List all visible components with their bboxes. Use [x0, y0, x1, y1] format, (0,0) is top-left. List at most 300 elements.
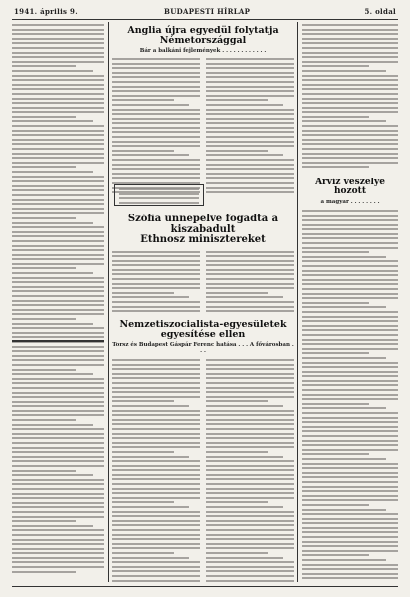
text-line	[12, 483, 104, 485]
header-date: 1941. április 9.	[14, 7, 78, 16]
text-line	[112, 529, 200, 531]
text-line	[112, 437, 200, 439]
text-line	[112, 382, 200, 384]
text-line	[302, 162, 398, 164]
text-line	[112, 104, 189, 106]
text-line	[12, 88, 104, 90]
text-line	[12, 557, 104, 559]
text-line	[12, 405, 104, 407]
text-line	[112, 469, 200, 471]
text-line	[302, 143, 398, 145]
text-line	[112, 566, 200, 568]
text-line	[112, 118, 200, 120]
text-line	[206, 251, 294, 253]
text-line	[112, 465, 200, 467]
text-line	[206, 547, 294, 549]
text-line	[12, 171, 93, 173]
text-line	[112, 377, 200, 379]
text-line	[12, 125, 104, 127]
text-line	[206, 492, 294, 494]
text-line	[112, 150, 174, 152]
text-line	[206, 109, 294, 111]
text-line	[206, 497, 294, 499]
text-line	[12, 56, 104, 58]
text-line	[206, 99, 268, 101]
text-line	[12, 277, 104, 279]
text-line	[12, 194, 104, 196]
text-line	[302, 421, 398, 423]
text-line	[12, 392, 104, 394]
text-line	[206, 474, 294, 476]
text-line	[302, 88, 398, 90]
text-line	[12, 561, 104, 563]
text-line	[12, 511, 104, 513]
text-line	[112, 561, 200, 563]
text-line	[302, 274, 398, 276]
text-line	[12, 336, 104, 338]
text-line	[206, 310, 294, 312]
text-line	[302, 440, 398, 442]
text-line	[302, 42, 398, 44]
headline: Szófia ünnepelve fogadta a kiszabadult	[127, 214, 279, 235]
text-line	[302, 215, 398, 217]
text-line	[12, 272, 93, 274]
text-line	[302, 107, 398, 109]
text-line	[302, 130, 398, 132]
column-text-block	[12, 24, 104, 573]
page-header	[14, 5, 396, 17]
text-line	[206, 306, 294, 308]
text-line	[12, 465, 104, 467]
text-line	[112, 90, 200, 92]
text-line	[112, 296, 189, 298]
column-text-block	[206, 251, 294, 315]
text-line	[12, 120, 93, 122]
text-line	[12, 33, 104, 35]
text-line	[302, 297, 398, 299]
text-line	[302, 486, 398, 488]
text-line	[302, 389, 398, 391]
text-line	[302, 545, 398, 547]
text-line	[302, 352, 369, 354]
text-line	[112, 580, 200, 582]
text-line	[12, 111, 104, 113]
text-line	[112, 451, 174, 453]
text-line	[12, 295, 104, 297]
text-line	[12, 300, 104, 302]
text-line	[206, 524, 294, 526]
text-line	[206, 127, 294, 129]
text-line	[12, 447, 104, 449]
text-line	[206, 460, 294, 462]
text-line	[12, 543, 104, 545]
article-arvesz	[302, 178, 398, 582]
text-line	[302, 371, 398, 373]
text-line	[112, 474, 200, 476]
text-line	[302, 157, 398, 159]
text-line	[302, 270, 398, 272]
text-line	[206, 104, 283, 106]
text-line	[302, 518, 398, 520]
text-line	[302, 334, 398, 336]
text-line	[206, 141, 294, 143]
text-line	[12, 479, 104, 481]
text-line	[302, 366, 398, 368]
text-line	[12, 451, 104, 453]
text-line	[12, 401, 104, 403]
text-line	[12, 437, 104, 439]
text-line	[302, 61, 398, 63]
text-line	[12, 52, 104, 54]
text-line	[12, 263, 104, 265]
column-text-block	[112, 251, 200, 315]
text-line	[12, 286, 104, 288]
text-line	[112, 446, 200, 448]
text-line	[12, 258, 104, 260]
text-line	[12, 134, 104, 136]
text-line	[302, 573, 398, 575]
text-line	[206, 86, 294, 88]
text-line	[206, 575, 294, 577]
headline: Ethnosz minisztereket	[140, 234, 266, 245]
text-line	[302, 430, 398, 432]
text-line	[12, 102, 104, 104]
text-line	[302, 453, 369, 455]
text-line	[206, 359, 294, 361]
text-line	[302, 302, 369, 304]
text-line	[12, 442, 104, 444]
text-line	[112, 251, 200, 253]
text-line	[12, 139, 104, 141]
text-line	[206, 122, 294, 124]
text-line	[206, 164, 294, 166]
text-line	[12, 410, 104, 412]
text-line	[302, 527, 398, 529]
text-line	[302, 47, 398, 49]
text-line	[206, 538, 294, 540]
text-line	[302, 320, 398, 322]
text-line	[206, 269, 294, 271]
text-line	[12, 332, 104, 334]
text-line	[302, 481, 398, 483]
text-line	[206, 278, 294, 280]
header-rule	[12, 19, 398, 20]
text-line	[112, 109, 200, 111]
column-text-block	[112, 58, 200, 196]
text-line	[12, 267, 76, 269]
text-line	[12, 47, 104, 49]
text-line	[206, 456, 283, 458]
text-line	[112, 483, 200, 485]
header-masthead: BUDAPESTI HÍRLAP	[164, 7, 251, 16]
text-line	[112, 173, 200, 175]
text-line	[119, 193, 199, 195]
text-line	[206, 67, 294, 69]
text-line	[12, 525, 93, 527]
text-line	[302, 293, 398, 295]
text-line	[12, 414, 104, 416]
text-line	[112, 373, 200, 375]
text-line	[206, 131, 294, 133]
text-line	[12, 75, 104, 77]
text-line	[206, 63, 294, 65]
text-line	[112, 557, 189, 559]
text-line	[12, 130, 104, 132]
text-line	[206, 414, 294, 416]
text-line	[112, 131, 200, 133]
text-line	[206, 405, 283, 407]
text-line	[12, 369, 76, 371]
text-line	[206, 543, 294, 545]
text-line	[206, 561, 294, 563]
text-line	[12, 571, 76, 573]
text-line	[302, 403, 369, 405]
headline: Anglia újra egyedül folytatja Németországgal	[127, 25, 279, 46]
text-line	[302, 56, 398, 58]
text-line	[302, 260, 398, 262]
text-line	[302, 224, 398, 226]
text-line	[206, 95, 294, 97]
headline: Árvíz veszélye hozott	[315, 178, 385, 197]
text-line	[12, 502, 104, 504]
text-line	[302, 251, 369, 253]
text-line	[302, 98, 398, 100]
text-line	[12, 176, 104, 178]
text-line	[112, 538, 200, 540]
text-line	[302, 79, 398, 81]
text-line	[12, 382, 104, 384]
text-line	[206, 177, 294, 179]
text-line	[206, 187, 294, 189]
text-line	[12, 309, 104, 311]
text-line	[12, 474, 93, 476]
text-line	[302, 210, 398, 212]
text-line	[12, 456, 104, 458]
text-line	[206, 118, 294, 120]
text-line	[112, 260, 200, 262]
text-line	[12, 516, 104, 518]
text-line	[12, 217, 76, 219]
text-line	[12, 162, 104, 164]
text-line	[206, 483, 294, 485]
text-line	[12, 235, 104, 237]
text-line	[12, 488, 104, 490]
text-line	[112, 442, 200, 444]
text-line	[206, 283, 294, 285]
text-line	[206, 515, 294, 517]
text-line	[302, 288, 398, 290]
text-line	[302, 339, 398, 341]
text-line	[12, 98, 104, 100]
text-line	[206, 373, 294, 375]
text-line	[12, 364, 104, 366]
text-line	[206, 168, 294, 170]
text-line	[302, 463, 398, 465]
text-line	[112, 456, 189, 458]
text-line	[112, 396, 200, 398]
text-line	[12, 199, 104, 201]
text-line	[12, 245, 104, 247]
text-line	[12, 520, 76, 522]
text-line	[302, 93, 398, 95]
text-line	[112, 460, 200, 462]
text-line	[112, 364, 200, 366]
text-line	[206, 451, 268, 453]
text-line	[302, 24, 398, 26]
text-line	[12, 318, 76, 320]
text-line	[206, 364, 294, 366]
text-line	[302, 219, 398, 221]
text-line	[206, 150, 268, 152]
text-line	[12, 281, 104, 283]
text-line	[302, 476, 398, 478]
text-line	[112, 159, 200, 161]
text-line	[302, 384, 398, 386]
text-line	[302, 412, 398, 414]
text-line	[302, 283, 398, 285]
text-line	[12, 203, 104, 205]
text-line	[302, 398, 398, 400]
text-line	[112, 168, 200, 170]
text-line	[206, 264, 294, 266]
text-line	[302, 329, 398, 331]
text-line	[112, 145, 200, 147]
text-line	[302, 504, 369, 506]
text-line	[206, 488, 294, 490]
text-line	[12, 424, 93, 426]
text-line	[112, 99, 174, 101]
text-line	[112, 547, 200, 549]
text-line	[206, 552, 268, 554]
text-line	[12, 107, 104, 109]
text-line	[302, 541, 398, 543]
text-line	[112, 497, 200, 499]
text-line	[12, 346, 104, 348]
text-line	[112, 511, 200, 513]
text-line	[112, 63, 200, 65]
text-line	[206, 90, 294, 92]
text-line	[112, 86, 200, 88]
text-line	[112, 306, 200, 308]
text-line	[112, 301, 200, 303]
text-line	[112, 278, 200, 280]
section-rule	[12, 340, 104, 342]
column-text-block	[302, 24, 398, 168]
text-line	[12, 470, 76, 472]
footer-rule	[12, 586, 398, 587]
text-line	[206, 446, 294, 448]
text-line	[12, 65, 76, 67]
text-line	[206, 136, 294, 138]
column-text-block	[112, 359, 200, 582]
text-line	[302, 435, 398, 437]
text-line	[112, 95, 200, 97]
text-line	[12, 378, 104, 380]
text-line	[112, 515, 200, 517]
text-line	[206, 287, 294, 289]
text-line	[302, 348, 398, 350]
text-line	[12, 254, 104, 256]
text-line	[206, 58, 294, 60]
text-line	[112, 478, 200, 480]
inset-box	[114, 184, 204, 206]
text-line	[302, 362, 398, 364]
text-line	[12, 433, 104, 435]
text-line	[302, 343, 398, 345]
text-line	[206, 469, 294, 471]
text-line	[12, 327, 104, 329]
text-line	[12, 534, 104, 536]
text-line	[119, 188, 199, 190]
text-line	[206, 534, 294, 536]
subheadline: Torsz és Budapest Gáspár Ferenc hatása . . . A fővárosban . . .	[112, 341, 294, 354]
text-line	[12, 506, 104, 508]
text-line	[302, 550, 398, 552]
text-line	[206, 511, 294, 513]
text-line	[12, 79, 104, 81]
text-line	[112, 368, 200, 370]
text-line	[206, 255, 294, 257]
text-line	[112, 81, 200, 83]
text-line	[12, 208, 104, 210]
text-line	[302, 316, 398, 318]
text-line	[12, 350, 104, 352]
text-line	[206, 76, 294, 78]
text-line	[302, 52, 398, 54]
column-text-block	[115, 185, 203, 209]
text-line	[112, 141, 200, 143]
text-line	[302, 417, 398, 419]
text-line	[302, 139, 398, 141]
text-line	[302, 134, 398, 136]
text-line	[302, 125, 398, 127]
text-line	[12, 304, 104, 306]
text-line	[12, 566, 104, 568]
text-line	[112, 419, 200, 421]
subheadline: a magyar . . . . . . . .	[320, 198, 380, 205]
text-line	[302, 116, 369, 118]
text-line	[302, 472, 398, 474]
text-line	[302, 357, 386, 359]
text-line	[12, 428, 104, 430]
text-line	[302, 559, 386, 561]
text-line	[119, 202, 199, 204]
column-divider	[108, 22, 109, 582]
text-line	[302, 495, 398, 497]
text-line	[112, 488, 200, 490]
text-line	[206, 113, 294, 115]
column-text-block	[302, 210, 398, 582]
text-line	[112, 154, 189, 156]
text-line	[206, 520, 294, 522]
text-line	[12, 419, 76, 421]
text-line	[112, 506, 189, 508]
column-divider	[297, 22, 298, 582]
text-line	[206, 154, 283, 156]
text-line	[112, 127, 200, 129]
text-line	[206, 173, 294, 175]
text-line	[12, 116, 76, 118]
text-line	[12, 61, 104, 63]
text-line	[302, 499, 398, 501]
text-line	[302, 564, 398, 566]
text-line	[206, 410, 294, 412]
text-line	[12, 460, 104, 462]
text-line	[112, 269, 200, 271]
column-text-block	[206, 359, 294, 582]
text-line	[302, 513, 398, 515]
text-line	[302, 247, 398, 249]
